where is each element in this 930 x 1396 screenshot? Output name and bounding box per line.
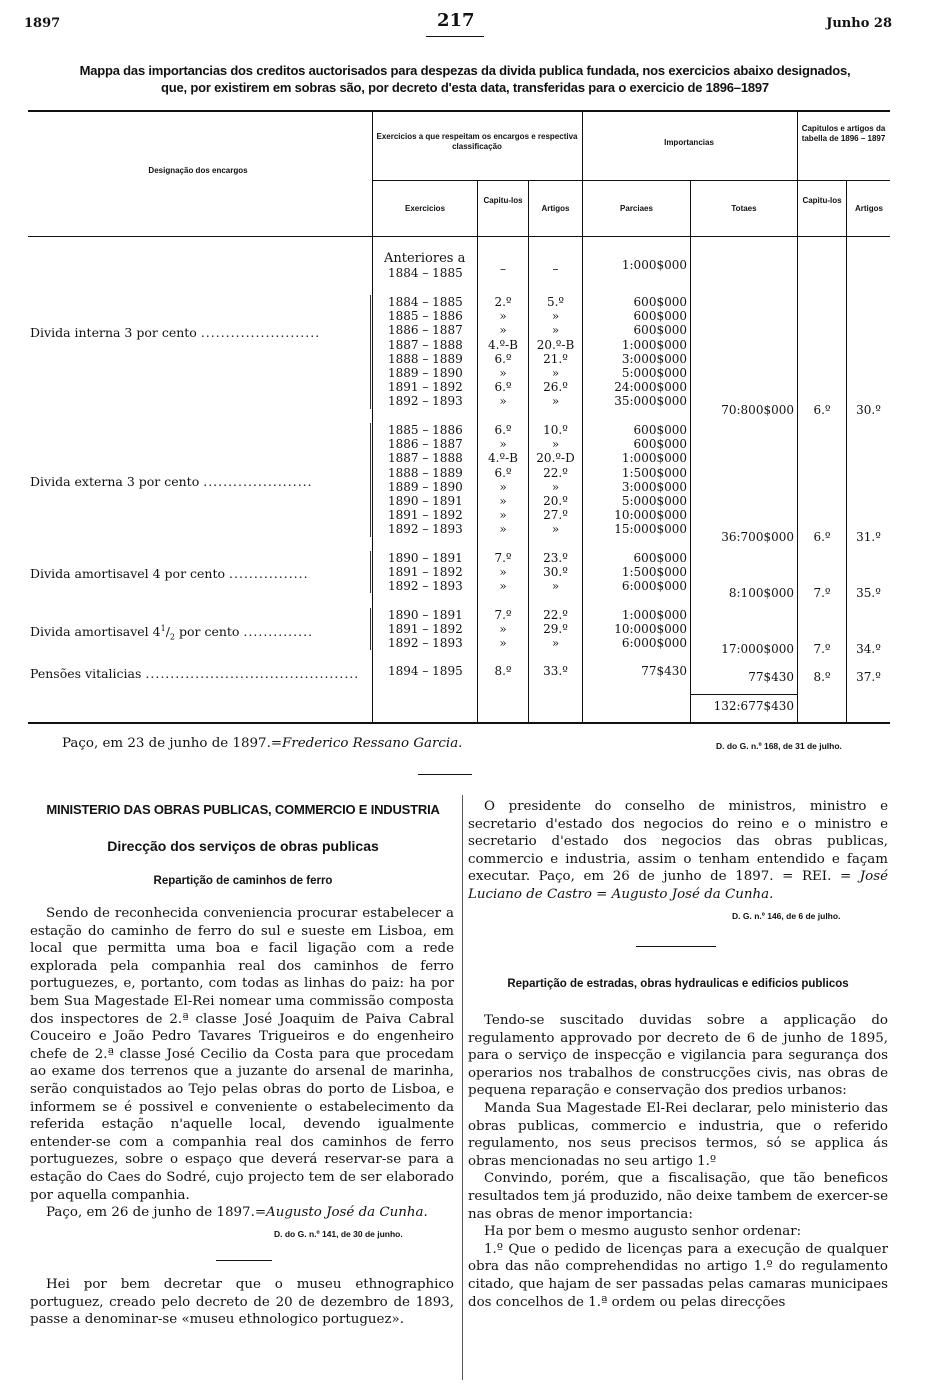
- group2-exercicio-2: 1886 – 1887: [388, 437, 463, 452]
- group3-parciaes: [584, 551, 687, 594]
- group4-parcial-1: 1:000$000: [621, 608, 687, 622]
- table-title-line1: Mappa das importancias dos creditos auctorisados para despezas da divida publica fundada, nos exercicios abaixo designados,: [79, 63, 851, 78]
- group3-caps: [478, 551, 528, 594]
- head-exercicios-group: Exercicios a que respeitam os encargos e respectiva classificação: [376, 132, 578, 151]
- page-number: 217: [437, 10, 475, 31]
- group2-cap-5: »: [499, 479, 507, 494]
- group3-label: Divida amortisavel 4 por cento ................: [30, 566, 309, 581]
- signoff-name: Frederico Ressano Garcia.: [282, 736, 463, 751]
- group2-parciaes: [584, 423, 687, 537]
- left-decree: [30, 1276, 454, 1329]
- group1-parcial-2: 600$000: [633, 309, 687, 324]
- group1-parcial-5: 3:000$000: [621, 351, 687, 366]
- group1-cap-6: »: [499, 366, 507, 381]
- group1-brace: [364, 295, 371, 409]
- head-artigos: Artigos: [541, 204, 570, 213]
- right-ref: D. G. n.º 146, de 6 de julho.: [732, 911, 841, 921]
- group1-art-1: 5.º: [546, 295, 565, 309]
- group1-cap-3: »: [499, 323, 507, 338]
- group4-cap2: 7.º: [813, 642, 831, 656]
- separator-rule: [418, 774, 472, 775]
- group1-art-4: 20.º-B: [536, 337, 575, 352]
- group1-art-3: »: [551, 323, 560, 338]
- left-paco-name: Augusto José da Cunha.: [266, 1205, 428, 1221]
- group2-art-4: 22.º: [543, 465, 568, 480]
- left-para2: Hei por bem decretar que o museu ethnographico portuguez, creado pelo decreto de 20 de dezembro de 1893, passe a denominar-se «museu ethnologico portuguez».: [30, 1277, 454, 1328]
- right-para3: Manda Sua Magestade El-Rei declarar, pelo ministerio das obras publicas, commercio e industria, que o referido regulamento, nos seus precisos termos, só se applica ás obras mencionadas no seu artigo 1.º: [468, 1100, 888, 1169]
- group3-cap-2: »: [499, 565, 507, 580]
- group1-art-5: 21.º: [543, 351, 568, 366]
- table-subhead-rule: [372, 180, 890, 181]
- group2-art-8: »: [551, 522, 560, 537]
- group2-parcial-4: 1:500$000: [621, 465, 687, 480]
- group1-label-text: Divida interna 3 por cento: [30, 325, 197, 340]
- table-head-rule: [28, 236, 890, 237]
- group2-exercicio-7: 1891 – 1892: [388, 508, 463, 523]
- right-para1-names: José Luciano de Castro = Augusto José da Cunha.: [468, 869, 888, 902]
- signoff-text: Paço, em 23 de junho de 1897.=: [62, 736, 283, 751]
- head-capitulos2: Capitu-los: [802, 196, 842, 205]
- vline-7: [846, 180, 847, 722]
- vline-1: [372, 110, 373, 722]
- group1-cap-5: 6.º: [494, 351, 512, 366]
- group3-cap-3: »: [499, 579, 507, 594]
- header-date: Junho 28: [826, 16, 892, 31]
- group1-exercicio-6: 1889 – 1890: [388, 366, 463, 381]
- header-year: 1897: [24, 16, 61, 31]
- table-title-line2: que, por existirem em sobras são, por decreto d'esta data, transferidas para o exercicio de 1896–1897: [161, 80, 769, 95]
- group3-parcial-3: 6:000$000: [621, 579, 687, 594]
- left-paco-text: Paço, em 26 de junho de 1897.=: [46, 1205, 267, 1221]
- group5-total: 77$430: [748, 670, 794, 684]
- group1-art2: 30.º: [856, 403, 881, 417]
- vline-4: [582, 110, 583, 722]
- group3-arts: [529, 551, 582, 594]
- head-importancias: Importancias: [664, 138, 714, 147]
- group2-exercicios: [388, 423, 463, 537]
- right-article: [468, 798, 888, 904]
- group2-parcial-7: 10:000$000: [614, 508, 687, 523]
- group5-cap2: 8.º: [813, 670, 831, 684]
- group2-cap-1: 6.º: [494, 423, 512, 437]
- group2-art-2: »: [551, 437, 560, 452]
- right-separator: [636, 946, 716, 947]
- group2-cap-3: 4.º-B: [488, 451, 518, 466]
- reparticao-estradas-heading: Repartição de estradas, obras hydraulicas e edificios publicos: [507, 978, 849, 990]
- group3-parcial-2: 1:500$000: [621, 565, 687, 580]
- grand-total-rule: [690, 694, 797, 695]
- head-capitulos: Capitu-los: [483, 196, 523, 205]
- group3-cap-1: 7.º: [494, 551, 512, 565]
- reparticao-caminhos-heading: Repartição de caminhos de ferro: [153, 875, 333, 887]
- group3-cap2: 7.º: [813, 586, 831, 600]
- vline-5: [690, 180, 691, 722]
- head-designacao: Designação dos encargos: [148, 166, 248, 175]
- group2-brace: [364, 423, 371, 537]
- group5-art2: 37.º: [856, 670, 881, 684]
- page-number-rule: [426, 36, 484, 37]
- group4-caps: [478, 608, 528, 651]
- group3-art2: 35.º: [856, 586, 881, 600]
- group3-exercicios: [388, 551, 463, 594]
- ministry-heading: MINISTERIO DAS OBRAS PUBLICAS, COMMERCIO E INDUSTRIA: [46, 802, 440, 817]
- group1-exercicio-4: 1887 – 1888: [388, 337, 463, 352]
- anteriores-art: –: [552, 262, 559, 276]
- group2-art2: 31.º: [856, 530, 881, 544]
- grand-total: 132:677$430: [713, 699, 794, 713]
- group1-art-6: »: [551, 366, 560, 381]
- group4-parciaes: [584, 608, 687, 651]
- group2-total: 36:700$000: [721, 530, 794, 544]
- head-exercicios: Exercicios: [404, 204, 446, 213]
- group2-cap2: 6.º: [813, 530, 831, 544]
- group2-label-text: Divida externa 3 por cento: [30, 474, 200, 489]
- group1-art-8: »: [551, 394, 560, 409]
- group3-art-1: 23.º: [543, 551, 568, 565]
- group1-exercicio-8: 1892 – 1893: [388, 394, 463, 409]
- group5-parcial: 77$430: [641, 664, 687, 678]
- group5-cap: 8.º: [494, 664, 512, 678]
- right-para6: 1.º Que o pedido de licenças para a execução de qualquer obra das não comprehendidas no artigo 1.º do regulamento citado, que hajam de ser passadas pelas camaras municipaes dos concelhos de 1.ª ordem ou pelas direcções: [468, 1241, 888, 1310]
- group1-art-7: 26.º: [543, 380, 568, 395]
- group5-label-text: Pensões vitalicias: [30, 666, 142, 681]
- group3-exercicio-2: 1891 – 1892: [388, 565, 463, 580]
- group2-parcial-2: 600$000: [633, 437, 687, 452]
- group2-art-1: 10.º: [543, 423, 568, 437]
- left-separator: [216, 1260, 272, 1261]
- group1-exercicios: [388, 295, 463, 409]
- group3-art-3: »: [551, 579, 560, 594]
- group5-art: 33.º: [543, 664, 568, 678]
- group4-exercicios: [388, 608, 463, 651]
- group2-exercicio-3: 1887 – 1888: [388, 451, 463, 466]
- direccao-heading: Direcção dos serviços de obras publicas: [107, 838, 379, 854]
- group4-arts: [529, 608, 582, 651]
- group1-parcial-8: 35:000$000: [614, 394, 687, 409]
- group2-parcial-8: 15:000$000: [614, 522, 687, 537]
- group1-art-2: »: [551, 309, 560, 324]
- left-paco: [30, 1204, 454, 1222]
- group4-exercicio-1: 1890 – 1891: [388, 608, 463, 622]
- right-para1: [468, 798, 888, 904]
- group2-cap-8: »: [499, 522, 507, 537]
- group2-art-6: 20.º: [543, 494, 568, 509]
- group1-arts: [529, 295, 582, 409]
- right-para2: Tendo-se suscitado duvidas sobre a applicação do regulamento approvado por decreto de 6 de junho de 1895, para o serviço de inspecção e vigilancia para segurança dos operarios nos trabalhos de construcções civis, nas obras de pequena reparação e conservação dos predios urbanos:: [468, 1013, 888, 1099]
- right-para4: Convindo, porém, que a fiscalisação, que tão beneficos resultados tem já produzido, não deixe tambem de exercer-se nas obras de menor importancia:: [468, 1171, 888, 1222]
- anteriores-line1: Anteriores a: [384, 251, 466, 266]
- left-ref: D. do G. n.º 141, de 30 de junho.: [274, 1229, 403, 1239]
- group2-exercicio-5: 1889 – 1890: [388, 479, 463, 494]
- head-parciaes: Parciaes: [620, 204, 653, 213]
- group4-total: 17:000$000: [721, 642, 794, 656]
- group1-exercicio-2: 1885 – 1886: [388, 309, 463, 324]
- group2-cap-7: »: [499, 508, 507, 523]
- group1-cap-2: »: [499, 309, 507, 324]
- group3-art-2: 30.º: [543, 565, 568, 580]
- group1-label: Divida interna 3 por cento ........................: [30, 325, 321, 340]
- group2-parcial-6: 5:000$000: [621, 494, 687, 509]
- anteriores-line2: 1884 – 1885: [388, 266, 463, 280]
- column-divider: [462, 795, 463, 1380]
- group2-parcial-1: 600$000: [633, 423, 687, 437]
- group4-parcial-2: 10:000$000: [614, 622, 687, 637]
- group1-cap2: 6.º: [813, 403, 831, 417]
- group1-cap-8: »: [499, 394, 507, 409]
- group1-parcial-7: 24:000$000: [614, 380, 687, 395]
- group1-cap-7: 6.º: [494, 380, 512, 395]
- group4-art-3: »: [551, 636, 560, 651]
- group4-art-2: 29.º: [543, 622, 568, 637]
- head-cap-group: Capitulos e artigos da tabella de 1896 – 1897: [801, 124, 886, 143]
- group1-caps: [478, 295, 528, 409]
- group4-exercicio-2: 1891 – 1892: [388, 622, 463, 637]
- group2-cap-6: »: [499, 494, 507, 509]
- table-bottom-rule: [28, 722, 890, 724]
- group1-parcial-6: 5:000$000: [621, 366, 687, 381]
- group2-art-7: 27.º: [543, 508, 568, 523]
- group3-label-text: Divida amortisavel 4 por cento: [30, 566, 226, 581]
- anteriores-cap: –: [500, 262, 506, 276]
- group1-exercicio-5: 1888 – 1889: [388, 351, 463, 366]
- group1-total: 70:800$000: [721, 403, 794, 417]
- group2-art-3: 20.º-D: [536, 451, 575, 466]
- group3-exercicio-3: 1892 – 1893: [388, 579, 463, 594]
- group5-exercicio: 1894 – 1895: [388, 664, 463, 678]
- left-para1: Sendo de reconhecida conveniencia procurar estabelecer a estação do caminho de ferro do sul e sueste em Lisboa, em local que permitta uma boa e facil ligação com a rede explorada pela companhia real dos caminhos de ferro portuguezes, e, portanto, com todas as linhas do paiz: ha por bem Sua Magestade El-Rei nomear uma commissão composta dos inspectores de 2.ª classe José Joaquim de Paiva Cabral Couceiro e João Pedro Tavares Trigueiros e do engenheiro chefe de 2.ª classe José Cecilio da Costa para que procedam ao exame dos terrenos que a juzante do arsenal de marinha, serão conquistados ao Tejo pelas obras do porto de Lisboa, e informem se é possivel e conveniente o estabelecimento da referida estação n'aquelle local, devendo igualmente entender-se com a companhia real dos caminhos de ferro portuguezes, sobre o espaço que deverá reservar-se para a estação do Caes do Sodré, cujo projecto tem de ser elaborado por aquella companhia.: [30, 906, 454, 1203]
- group2-label: Divida externa 3 por cento ......................: [30, 474, 313, 489]
- group2-cap-2: »: [499, 437, 507, 452]
- right-regulation: [468, 1012, 888, 1311]
- group4-cap-3: »: [499, 636, 507, 651]
- head-artigos2: Artigos: [855, 204, 883, 213]
- head-totaes: Totaes: [731, 204, 757, 213]
- group2-caps: [478, 423, 528, 537]
- group4-cap-1: 7.º: [494, 608, 512, 622]
- group2-arts: [529, 423, 582, 537]
- group1-exercicio-1: 1884 – 1885: [388, 295, 463, 309]
- group1-parcial-4: 1:000$000: [621, 337, 687, 352]
- group1-parcial-3: 600$000: [633, 323, 687, 338]
- signoff-ref: D. do G. n.º 168, de 31 de julho.: [716, 741, 842, 751]
- group1-parcial-1: 600$000: [633, 295, 687, 309]
- group2-exercicio-8: 1892 – 1893: [388, 522, 463, 537]
- table-top-rule: [28, 110, 890, 112]
- group2-parcial-3: 1:000$000: [621, 451, 687, 466]
- group4-exercicio-3: 1892 – 1893: [388, 636, 463, 651]
- group1-exercicio-3: 1886 – 1887: [388, 323, 463, 338]
- signoff: [62, 736, 462, 751]
- group1-exercicio-7: 1891 – 1892: [388, 380, 463, 395]
- right-para5: Ha por bem o mesmo augusto senhor ordenar:: [484, 1224, 802, 1240]
- group1-cap-4: 4.º-B: [488, 337, 518, 352]
- group3-total: 8:100$000: [728, 586, 794, 600]
- group3-brace: [364, 551, 371, 593]
- group4-art2: 34.º: [856, 642, 881, 656]
- group2-art-5: »: [551, 479, 560, 494]
- group3-parcial-1: 600$000: [633, 551, 687, 565]
- group2-exercicio-6: 1890 – 1891: [388, 494, 463, 509]
- group2-cap-4: 6.º: [494, 465, 512, 480]
- group4-brace: [364, 608, 371, 650]
- group1-parciaes: [584, 295, 687, 409]
- group4-label: Divida amortisavel $4^1/_2$ por cento ..............: [30, 624, 314, 642]
- group3-exercicio-1: 1890 – 1891: [388, 551, 463, 565]
- group1-cap-1: 2.º: [494, 295, 512, 309]
- group5-label: Pensões vitalicias ...........................................: [30, 666, 360, 681]
- group2-exercicio-4: 1888 – 1889: [388, 465, 463, 480]
- group4-parcial-3: 6:000$000: [621, 636, 687, 651]
- left-article: [30, 905, 454, 1222]
- anteriores-parcial: 1:000$000: [621, 258, 687, 272]
- right-para1-text: O presidente do conselho de ministros, ministro e secretario d'estado dos negocios do reino e o ministro e secretario d'estado dos negocios das obras publicas, commercio e industria, assim o tenham entendido e façam executar. Paço, em 26 de junho de 1897. = REI. =: [468, 799, 888, 885]
- group4-art-1: 22.º: [543, 608, 568, 622]
- group2-exercicio-1: 1885 – 1886: [388, 423, 463, 437]
- group2-parcial-5: 3:000$000: [621, 479, 687, 494]
- group4-cap-2: »: [499, 622, 507, 637]
